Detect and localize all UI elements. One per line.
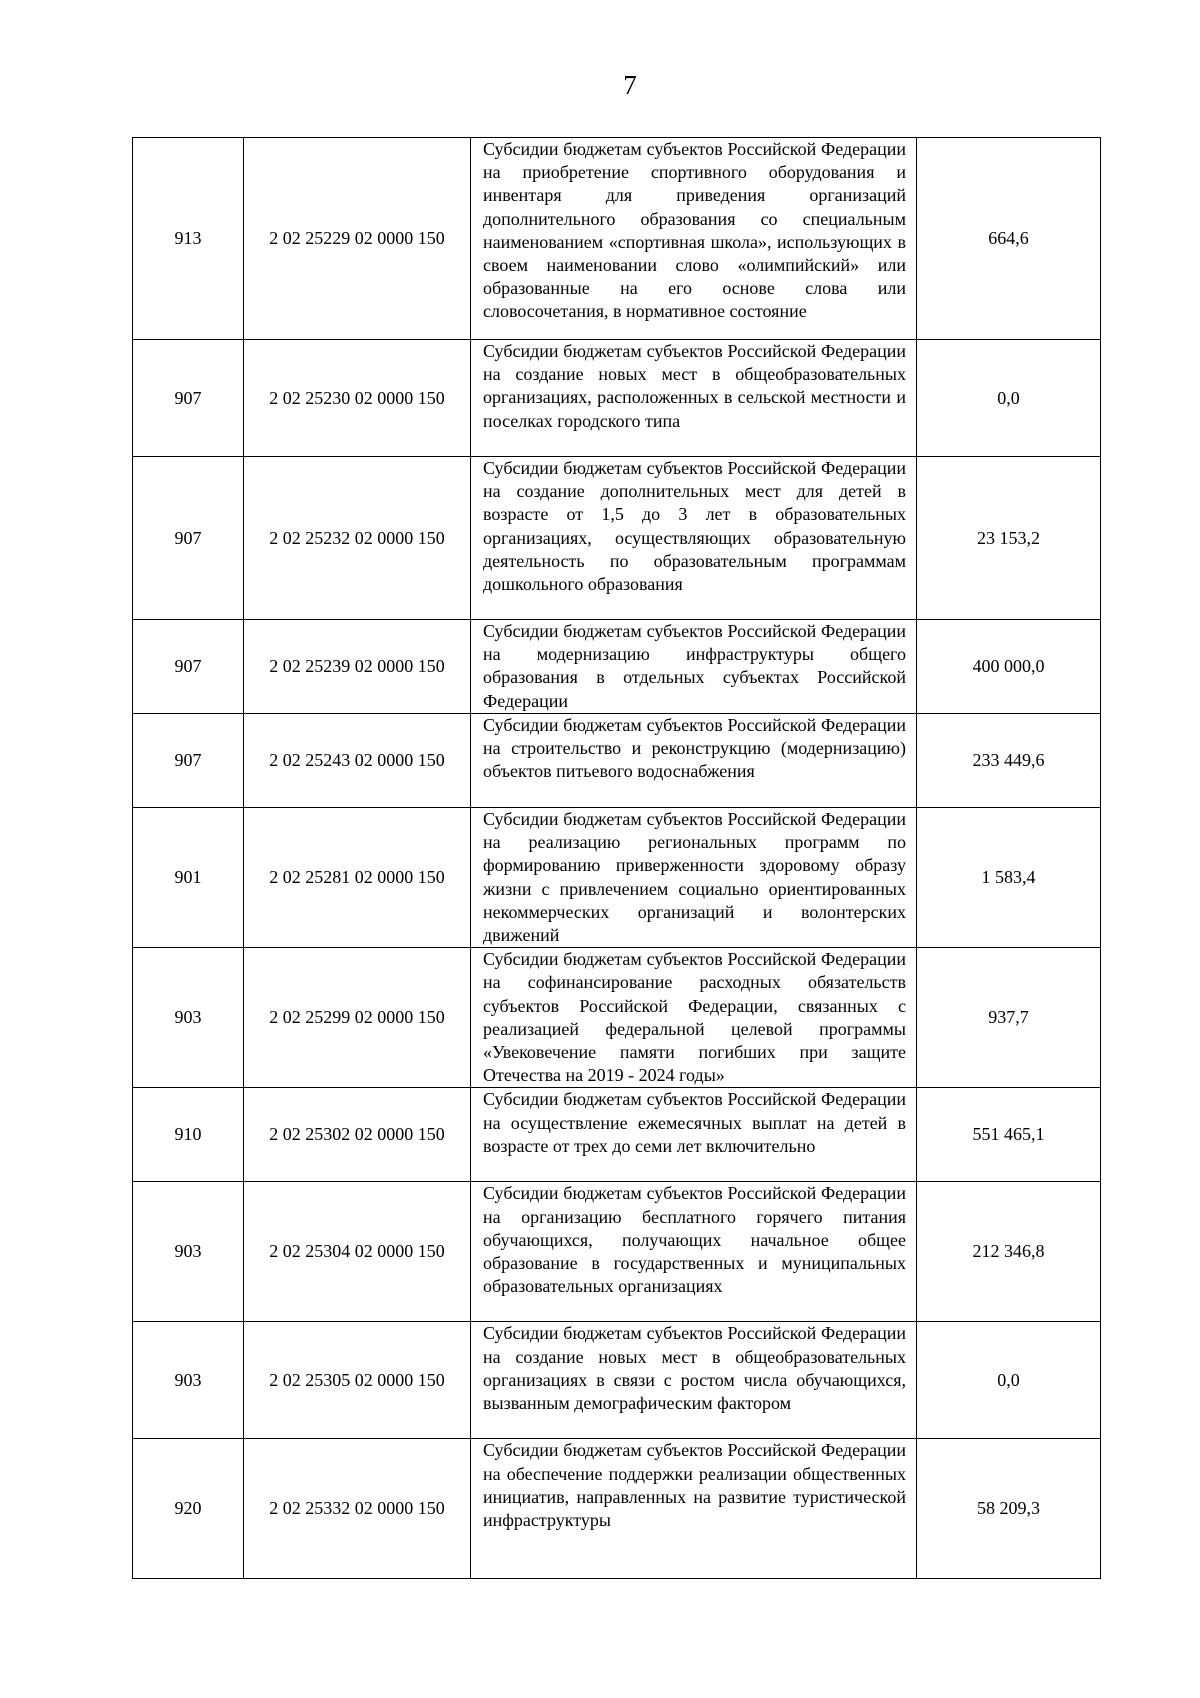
table-row [133, 138, 1101, 340]
admin-code-cell: 907 [133, 340, 244, 457]
description-cell: Субсидии бюджетам субъектов Российской Федерации на организацию бесплатного горячего питания обучающихся, получающих начальное общее образование в государственных и муниципальных образовательных организациях [471, 1182, 917, 1322]
budget-code-cell: 2 02 25332 02 0000 150 [244, 1439, 471, 1579]
description-cell: Субсидии бюджетам субъектов Российской Федерации на создание дополнительных мест для детей в возрасте от 1,5 до 3 лет в образовательных организациях, осуществляющих образовательную деятельность по образовательным программам дошкольного образования [471, 457, 917, 620]
admin-code-cell: 903 [133, 1182, 244, 1322]
description-cell: Субсидии бюджетам субъектов Российской Федерации на приобретение спортивного оборудования и инвентаря для приведения организаций дополнительного образования со специальным наименованием «спортивная школа», использующих в своем наименовании слово «олимпийский» или образованные на его основе слова или словосочетания, в нормативное состояние [471, 138, 917, 340]
admin-code-cell: 907 [133, 714, 244, 808]
table-row [133, 948, 1101, 1088]
admin-code-cell: 903 [133, 1322, 244, 1439]
amount-cell: 0,0 [917, 1322, 1101, 1439]
admin-code-cell: 910 [133, 1088, 244, 1182]
admin-code-cell: 903 [133, 948, 244, 1088]
admin-code-cell: 907 [133, 620, 244, 714]
amount-cell: 212 346,8 [917, 1182, 1101, 1322]
budget-code-cell: 2 02 25304 02 0000 150 [244, 1182, 471, 1322]
description-cell: Субсидии бюджетам субъектов Российской Федерации на создание новых мест в общеобразовательных организациях в связи с ростом числа обучающихся, вызванным демографическим фактором [471, 1322, 917, 1439]
budget-code-cell: 2 02 25281 02 0000 150 [244, 808, 471, 948]
budget-code-cell: 2 02 25243 02 0000 150 [244, 714, 471, 808]
description-cell: Субсидии бюджетам субъектов Российской Федерации на реализацию региональных программ по формированию приверженности здоровому образу жизни с привлечением социально ориентированных некоммерческих организаций и волонтерских движений [471, 808, 917, 948]
admin-code-cell: 907 [133, 457, 244, 620]
description-cell: Субсидии бюджетам субъектов Российской Федерации на софинансирование расходных обязательств субъектов Российской Федерации, связанных с реализацией федеральной целевой программы «Увековечение памяти погибших при защите Отечества на 2019 - 2024 годы» [471, 948, 917, 1088]
table-row [133, 1182, 1101, 1322]
admin-code-cell: 901 [133, 808, 244, 948]
table-row [133, 714, 1101, 808]
amount-cell: 23 153,2 [917, 457, 1101, 620]
admin-code-cell: 913 [133, 138, 244, 340]
amount-cell: 233 449,6 [917, 714, 1101, 808]
table-row [133, 1088, 1101, 1182]
budget-code-cell: 2 02 25299 02 0000 150 [244, 948, 471, 1088]
budget-code-cell: 2 02 25305 02 0000 150 [244, 1322, 471, 1439]
amount-cell: 58 209,3 [917, 1439, 1101, 1579]
description-cell: Субсидии бюджетам субъектов Российской Федерации на модернизацию инфраструктуры общего образования в отдельных субъектах Российской Федерации [471, 620, 917, 714]
amount-cell: 0,0 [917, 340, 1101, 457]
amount-cell: 400 000,0 [917, 620, 1101, 714]
table-row [133, 620, 1101, 714]
budget-code-cell: 2 02 25302 02 0000 150 [244, 1088, 471, 1182]
description-cell: Субсидии бюджетам субъектов Российской Федерации на осуществление ежемесячных выплат на детей в возрасте от трех до семи лет включительно [471, 1088, 917, 1182]
amount-cell: 551 465,1 [917, 1088, 1101, 1182]
description-cell: Субсидии бюджетам субъектов Российской Федерации на строительство и реконструкцию (модернизацию) объектов питьевого водоснабжения [471, 714, 917, 808]
table-row [133, 340, 1101, 457]
page-number: 7 [623, 70, 637, 100]
admin-code-cell: 920 [133, 1439, 244, 1579]
budget-code-cell: 2 02 25229 02 0000 150 [244, 138, 471, 340]
description-cell: Субсидии бюджетам субъектов Российской Федерации на обеспечение поддержки реализации общественных инициатив, направленных на развитие туристической инфраструктуры [471, 1439, 917, 1579]
table-row [133, 1322, 1101, 1439]
table-row [133, 457, 1101, 620]
budget-code-cell: 2 02 25232 02 0000 150 [244, 457, 471, 620]
budget-code-cell: 2 02 25230 02 0000 150 [244, 340, 471, 457]
amount-cell: 1 583,4 [917, 808, 1101, 948]
table-row [133, 1439, 1101, 1579]
budget-table [132, 137, 1101, 1579]
budget-code-cell: 2 02 25239 02 0000 150 [244, 620, 471, 714]
amount-cell: 664,6 [917, 138, 1101, 340]
amount-cell: 937,7 [917, 948, 1101, 1088]
table-row [133, 808, 1101, 948]
description-cell: Субсидии бюджетам субъектов Российской Федерации на создание новых мест в общеобразовательных организациях, расположенных в сельской местности и поселках городского типа [471, 340, 917, 457]
